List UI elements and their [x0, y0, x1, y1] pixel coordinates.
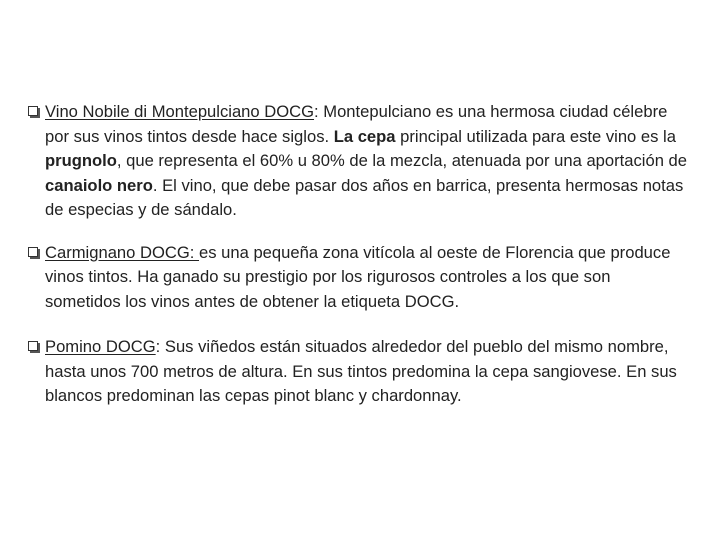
bullet-term: Carmignano DOCG: [45, 242, 200, 262]
bullet-bold-text: La cepa [333, 126, 396, 146]
bullet-bold-text: canaiolo nero [45, 175, 153, 195]
checkbox-bullet-icon [28, 247, 38, 257]
bullet-text: es una pequeña zona vitícola al oeste de Florencia que produce vinos tintos. Ha ganado su prestigio por los rigurosos controles a los que son sometidos los vinos antes de obtener la etiqueta DOCG. [45, 242, 671, 311]
bullet-text: . El vino, que debe pasar dos años en barrica, presenta hermosas notas de especias y de sándalo. [45, 175, 684, 219]
bullet-text: , que representa el 60% u 80% de la mezcla, atenuada por una aportación de [116, 151, 688, 170]
bullet-pomino [28, 335, 688, 409]
bullet-term: Pomino DOCG [45, 337, 156, 356]
checkbox-bullet-icon [28, 341, 38, 351]
bullet-carmignano [28, 241, 688, 315]
bullet-text: : Montepulciano es una hermosa ciudad célebre por sus vinos tintos desde hace siglos. [45, 102, 668, 146]
bullet-text: : Sus viñedos están situados alrededor del pueblo del mismo nombre, hasta unos 700 metros de altura. En sus tintos predomina la cepa sangiovese. En sus blancos predominan las cepas pinot blanc y chardonnay. [45, 337, 677, 405]
bullet-term: Vino Nobile di Montepulciano DOCG [45, 102, 315, 121]
bullet-list [28, 100, 688, 427]
bullet-bold-text: prugnolo [45, 151, 117, 170]
bullet-text: principal utilizada para este vino es la [395, 126, 676, 146]
bullet-vino-nobile [28, 100, 688, 223]
checkbox-bullet-icon [28, 106, 38, 116]
